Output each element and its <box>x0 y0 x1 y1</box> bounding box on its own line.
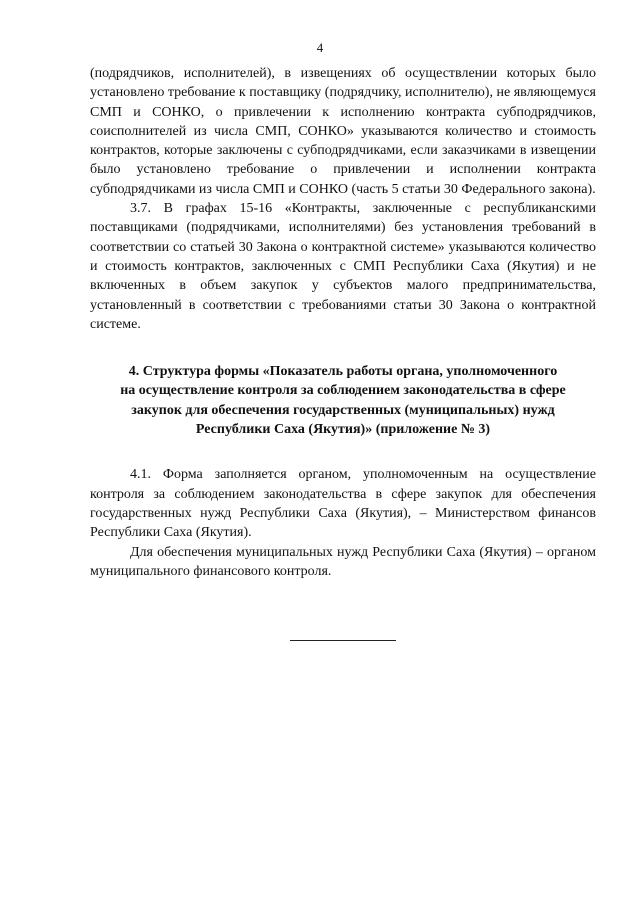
section-heading <box>90 362 596 439</box>
paragraph-continuation: (подрядчиков, исполнителей), в извещениях об осуществлении которых было установлено требование к поставщику (подрядчику, исполнителю), не являющемуся СМП и СОНКО, о привлечении к исполнению контракта субподрядчиков, соисполнителей из числа СМП, СОНКО» указываются количество и стоимость контрактов, которые заключены с субподрядчиками, если заказчиками в извещении было установлено требование о привлечении и исполнении контракта субподрядчиками из числа СМП и СОНКО (часть 5 статьи 30 Федерального закона). <box>90 66 596 197</box>
paragraph-4-1: 4.1. Форма заполняется органом, уполномоченным на осуществление контроля за соблюдением законодательства в сфере закупок для обеспечения государственных нужд Республики Саха (Якутия), – Министерством финансов Республики Саха (Якутия). <box>90 467 596 541</box>
end-divider-line <box>290 640 396 641</box>
paragraph-municipal: Для обеспечения муниципальных нужд Республики Саха (Якутия) – органом муниципального финансового контроля. <box>90 544 596 579</box>
section-heading-line: Республики Саха (Якутия)» (приложение № 3) <box>195 422 491 438</box>
document-body <box>90 64 596 581</box>
section-heading-line: закупок для обеспечения государственных (муниципальных) нужд <box>131 402 555 418</box>
section-heading-line: 4. Структура формы «Показатель работы органа, уполномоченного <box>128 364 558 380</box>
paragraph-3-7: 3.7. В графах 15-16 «Контракты, заключенные с республиканскими поставщиками (подрядчиками, исполнителями) без установления требований в соответствии со статьей 30 Закона о контрактной системе» указываются количество и стоимость контрактов, заключенных с СМП Республики Саха (Якутия) и не включенных в объем закупок у субъектов малого предпринимательства, установленный в соответствии с требованиями статьи 30 Закона о контрактной системе. <box>90 201 596 332</box>
section-heading-line: на осуществление контроля за соблюдением законодательства в сфере <box>120 383 566 399</box>
page-number: 4 <box>316 40 324 55</box>
